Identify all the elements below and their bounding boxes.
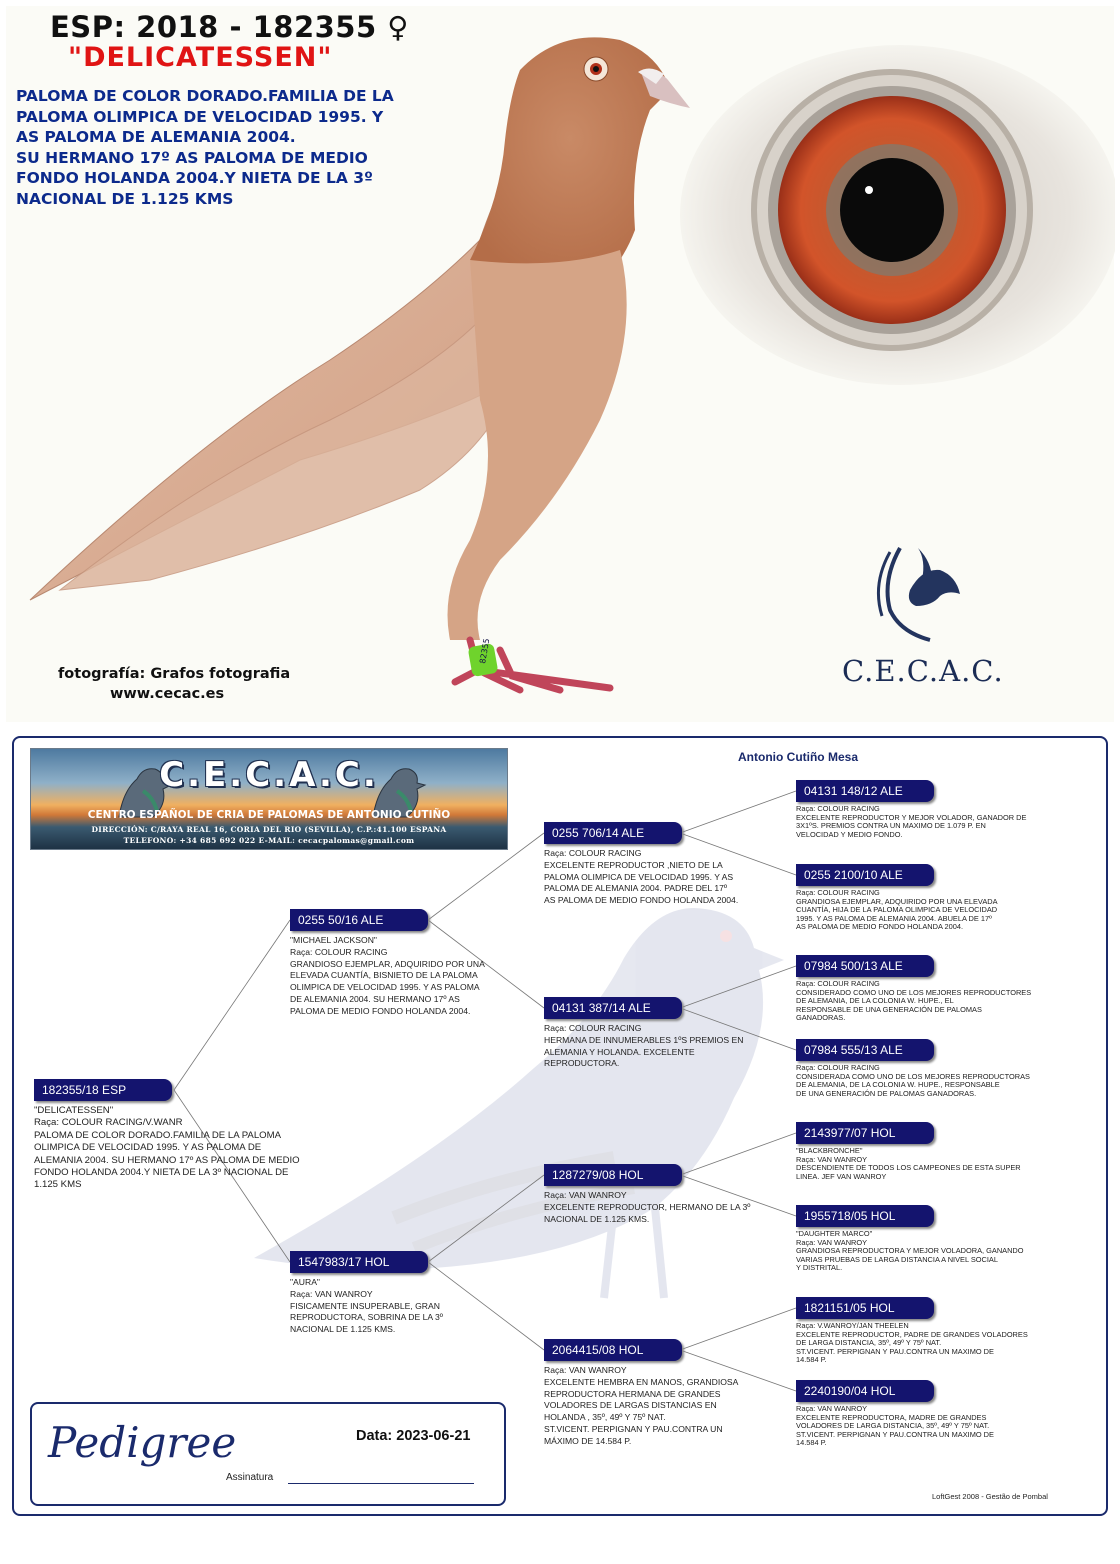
banner-subtitle: CENTRO ESPAÑOL DE CRIA DE PALOMAS DE ANTONIO CUTIÑO — [87, 809, 451, 821]
node-info — [796, 805, 1026, 839]
ring-number-badge[interactable]: 2143977/07 HOL — [796, 1122, 934, 1144]
pigeon-poster — [0, 0, 1120, 725]
ring-number-badge[interactable]: 1287279/08 HOL — [544, 1164, 682, 1186]
info-line: Y DISTRITAL. — [796, 1263, 843, 1273]
info-line: Raça: COLOUR RACING — [796, 804, 880, 813]
info-line: NACIONAL DE 1.125 KMS. — [544, 1213, 650, 1224]
node-info — [290, 935, 485, 1018]
info-line: "DAUGHTER MARCO" — [796, 1229, 873, 1238]
pedigree-sheet — [12, 736, 1108, 1516]
ring-number-badge[interactable]: 182355/18 ESP — [34, 1079, 172, 1101]
info-line: DESCENDIENTE DE TODOS LOS CAMPEONES DE ESTA SUPER — [796, 1163, 1021, 1173]
signature-label: Assinatura — [226, 1472, 274, 1483]
node-info — [796, 1147, 1021, 1181]
ring-number-badge[interactable]: 07984 555/13 ALE — [796, 1039, 934, 1061]
banner-address: DIRECCIÓN: C/RAYA REAL 16, CORIA DEL RIO (SEVILLA), C.P.:41.100 ESPANA — [91, 825, 447, 834]
software-credit: LoftGest 2008 - Gestão de Pombal — [932, 1492, 1048, 1501]
info-line: ST.VICENT. PERPIGNAN Y PAU.CONTRA UN MAXIMO DE — [796, 1429, 994, 1439]
info-line: EXCELENTE HEMBRA EN MANOS, GRANDIOSA — [544, 1376, 739, 1387]
cecac-logo-text: C.E.C.A.C. — [842, 654, 1004, 688]
info-line: ALEMANIA 2004. SU HERMANO 17º AS PALOMA DE MEDIO — [34, 1154, 300, 1166]
ring-number-badge[interactable]: 0255 50/16 ALE — [290, 909, 428, 931]
info-line: EXCELENTE REPRODUCTOR ,NIETO DE LA — [544, 859, 723, 870]
pigeon-name: "DELICATESSEN" — [68, 42, 333, 73]
info-line: GRANDIOSO EJEMPLAR, ADQUIRIDO POR UNA — [290, 958, 485, 969]
info-line: OLIMPICA DE VELOCIDAD 1995. Y AS PALOMA — [290, 982, 480, 993]
info-line: LINEA. JEF VAN WANROY — [796, 1171, 887, 1181]
ring-number-badge[interactable]: 0255 2100/10 ALE — [796, 864, 934, 886]
info-line: AS PALOMA DE MEDIO FONDO HOLANDA 2004. — [796, 922, 964, 932]
info-line: DE LARGA DISTANCIA, 35º, 49º Y 75º NAT. — [796, 1338, 942, 1348]
info-line: "MICHAEL JACKSON" — [290, 935, 377, 945]
info-line: Raça: VAN WANROY — [796, 1237, 868, 1247]
info-line: PALOMA DE COLOR DORADO.FAMILIA DE LA PALOMA — [34, 1129, 282, 1141]
description-line: SU HERMANO 17º AS PALOMA DE MEDIO — [16, 148, 368, 167]
info-line: PALOMA DE MEDIO FONDO HOLANDA 2004. — [290, 1005, 471, 1016]
leg-ring-number: 82355 — [478, 637, 492, 665]
banner-title: C.E.C.A.C. — [159, 755, 379, 795]
info-line: VELOCIDAD Y MEDIO FONDO. — [796, 829, 903, 839]
ring-number-badge[interactable]: 1821151/05 HOL — [796, 1297, 934, 1319]
ring-number-badge[interactable]: 07984 500/13 ALE — [796, 955, 934, 977]
info-line: Raça: COLOUR RACING/V.WANR — [34, 1117, 183, 1129]
info-line: DE UNA GENERACIÓN DE PALOMAS GANADORAS. — [796, 1088, 977, 1098]
node-info — [796, 889, 998, 932]
ring-number-badge[interactable]: 1547983/17 HOL — [290, 1251, 428, 1273]
node-info — [544, 1365, 738, 1448]
info-line: PALOMA OLIMPICA DE VELOCIDAD 1995. Y AS — [544, 871, 734, 882]
pedigree-script-title: Pedigree — [48, 1418, 237, 1467]
info-line: EXCELENTE REPRODUCTOR, PADRE DE GRANDES VOLADORES — [796, 1329, 1028, 1339]
node-info — [544, 1023, 743, 1070]
info-line: ALEMANIA Y HOLANDA. EXCELENTE — [544, 1046, 695, 1057]
banner-phone: TELEFONO: +34 685 692 022 E-MAIL: cecacpalomas@gmail.com — [123, 836, 415, 845]
info-line: 14.584 P. — [796, 1438, 827, 1448]
info-line: Raça: COLOUR RACING — [290, 946, 388, 957]
info-line: EXCELENTE REPRODUCTOR Y MEJOR VOLADOR, GANADOR DE — [796, 812, 1027, 822]
pigeon-eye-photo — [655, 40, 1115, 390]
info-line: PALOMA DE ALEMANIA 2004. PADRE DEL 17º — [544, 883, 728, 894]
info-line: Raça: COLOUR RACING — [544, 1023, 642, 1033]
description-line: PALOMA DE COLOR DORADO.FAMILIA DE LA — [16, 87, 394, 105]
ring-number-badge[interactable]: 2064415/08 HOL — [544, 1339, 682, 1361]
info-line: Raça: VAN WANROY — [544, 1365, 627, 1375]
info-line: Raça: COLOUR RACING — [544, 848, 642, 858]
node-info — [34, 1105, 300, 1192]
node-info — [290, 1277, 443, 1336]
info-line: Raça: V.WANROY/JAN THEELEN — [796, 1321, 909, 1330]
info-line: 14.584 P. — [796, 1355, 827, 1365]
ring-number-badge[interactable]: 1955718/05 HOL — [796, 1205, 934, 1227]
info-line: EXCELENTE REPRODUCTORA, MADRE DE GRANDES — [796, 1412, 987, 1422]
node-info — [796, 1230, 1024, 1273]
info-line: Raça: VAN WANROY — [290, 1288, 373, 1299]
description-line: AS PALOMA DE ALEMANIA 2004. — [16, 128, 296, 146]
info-line: HOLANDA , 35º, 49º Y 75º NAT. — [544, 1412, 666, 1423]
info-line: Raça: VAN WANROY — [796, 1154, 868, 1164]
info-line: ST.VICENT. PERPIGNAN Y PAU.CONTRA UN — [544, 1423, 723, 1434]
description-line: FONDO HOLANDA 2004.Y NIETA DE LA 3º — [16, 169, 373, 187]
info-line: Raça: VAN WANROY — [544, 1190, 627, 1200]
description-line: NACIONAL DE 1.125 KMS — [16, 189, 234, 208]
info-line: "DELICATESSEN" — [34, 1105, 114, 1116]
info-line: MÁXIMO DE 14.584 P. — [544, 1435, 632, 1446]
info-line: HERMANA DE INNUMERABLES 1ºS PREMIOS EN — [544, 1034, 744, 1045]
node-info — [796, 980, 1031, 1023]
info-line: CONSIDERADA COMO UNO DE LOS MEJORES REPRODUCTORAS — [796, 1071, 1030, 1081]
info-line: "AURA" — [290, 1277, 320, 1287]
info-line: VOLADORES DE LARGA DISTANCIA, 35º, 49º Y 75º NAT. — [796, 1421, 990, 1431]
photo-credit: fotografía: Grafos fotografia — [58, 666, 291, 682]
node-info — [796, 1322, 1028, 1365]
info-line: 1995. Y AS PALOMA DE ALEMANIA 2004. ABUELA DE 17º — [796, 913, 992, 923]
info-line: Raça: COLOUR RACING — [796, 979, 880, 988]
ring-number-badge[interactable]: 04131 148/12 ALE — [796, 780, 934, 802]
info-line: Raça: COLOUR RACING — [796, 1063, 880, 1072]
pedigree-footer-box — [30, 1402, 506, 1506]
description-line: PALOMA OLIMPICA DE VELOCIDAD 1995. Y — [16, 107, 384, 126]
cecac-dove-logo-icon — [860, 540, 970, 650]
node-info — [796, 1405, 994, 1448]
info-line: NACIONAL DE 1.125 KMS. — [290, 1324, 396, 1335]
info-line: GRANDIOSA REPRODUCTORA Y MEJOR VOLADORA, GANANDO — [796, 1246, 1024, 1256]
info-line: EXCELENTE REPRODUCTOR, HERMANO DE LA 3º — [544, 1201, 751, 1212]
info-line: DE ALEMANIA 2004. SU HERMANO 17º AS — [290, 993, 460, 1004]
info-line: 1.125 KMS — [34, 1179, 82, 1191]
info-line: Raça: VAN WANROY — [796, 1404, 868, 1413]
info-line: ST.VICENT. PERPIGNAN Y PAU.CONTRA UN MAXIMO DE — [796, 1346, 994, 1356]
ring-number-badge[interactable]: 0255 706/14 ALE — [544, 822, 682, 844]
info-line: GANADORAS. — [796, 1013, 846, 1023]
info-line: VARIAS PRUEBAS DE LARGA DISTANCIA A NIVEL SOCIAL — [796, 1254, 998, 1264]
info-line: OLIMPICA DE VELOCIDAD 1995. Y AS PALOMA DE — [34, 1142, 262, 1154]
ring-number-badge[interactable]: 2240190/04 HOL — [796, 1380, 934, 1402]
signature-line — [288, 1483, 474, 1484]
poster-description — [16, 86, 486, 209]
pigeon-ring-title: ESP: 2018 - 182355 ♀ — [50, 10, 409, 44]
ring-number-badge[interactable]: 04131 387/14 ALE — [544, 997, 682, 1019]
info-line: FISICAMENTE INSUPERABLE, GRAN — [290, 1300, 440, 1311]
info-line: DE ALEMANIA, DE LA COLONIA W. HUPE., RESPONSABLE — [796, 1080, 1000, 1090]
info-line: CONSIDERADO COMO UNO DE LOS MEJORES REPRODUCTORES — [796, 987, 1032, 997]
info-line: CUANTÍA, HIJA DE LA PALOMA OLIMPICA DE VELOCIDAD — [796, 905, 998, 915]
info-line: VOLADORES DE LARGAS DISTANCIAS EN — [544, 1400, 717, 1411]
cecac-banner — [30, 748, 508, 850]
info-line: REPRODUCTORA. — [544, 1058, 620, 1069]
info-line: RESPONSABLE DE UNA GENERACIÓN DE PALOMAS — [796, 1004, 982, 1014]
info-line: Raça: COLOUR RACING — [796, 888, 880, 897]
info-line: ELEVADA CUANTÍA, BISNIETO DE LA PALOMA — [290, 970, 478, 981]
website-link[interactable]: www.cecac.es — [110, 686, 225, 702]
info-line: FONDO HOLANDA 2004.Y NIETA DE LA 3º NACIONAL DE — [34, 1167, 289, 1179]
node-info — [796, 1064, 1030, 1098]
pedigree-date: Data: 2023-06-21 — [356, 1428, 471, 1444]
info-line: DE ALEMANIA, DE LA COLONIA W. HUPE., EL — [796, 996, 954, 1006]
node-info — [544, 1190, 750, 1225]
info-line: 3X1ºS. PREMIOS CONTRA UN MAXIMO DE 1.079 P. EN — [796, 821, 986, 831]
info-line: REPRODUCTORA HERMANA DE GRANDES — [544, 1388, 721, 1399]
info-line: REPRODUCTORA, SOBRINA DE LA 3º — [290, 1312, 443, 1323]
info-line: GRANDIOSA EJEMPLAR, ADQUIRIDO POR UNA ELEVADA — [796, 896, 998, 906]
node-info — [544, 848, 738, 907]
info-line: "BLACKBRONCHE" — [796, 1146, 863, 1155]
info-line: AS PALOMA DE MEDIO FONDO HOLANDA 2004. — [544, 895, 739, 906]
owner-name: Antonio Cutiño Mesa — [738, 750, 858, 764]
